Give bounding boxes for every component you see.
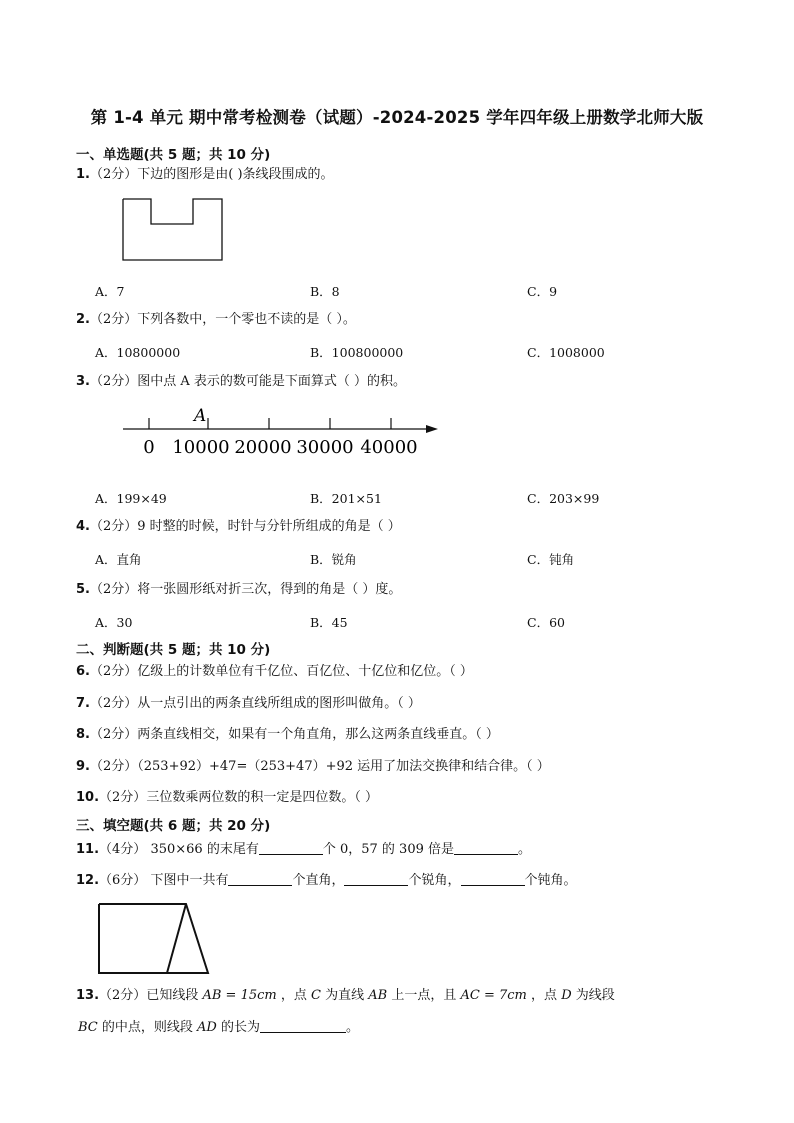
question-number: 2. — [76, 312, 90, 327]
q5-option-c[interactable]: C．60 — [527, 615, 565, 630]
answer-blank[interactable] — [344, 871, 408, 886]
question-text: 亿级上的计数单位有千亿位、百亿位、十亿位和亿位。（ ） — [137, 664, 473, 679]
question-number: 10. — [76, 790, 100, 805]
question-score: （4分） — [99, 842, 147, 857]
number-line-arrow — [426, 425, 438, 433]
math-expression: AB — [368, 988, 388, 1003]
question-7 — [76, 694, 421, 714]
question-3 — [76, 372, 406, 392]
question-10 — [76, 788, 378, 808]
answer-blank[interactable] — [259, 840, 323, 855]
question-4 — [76, 517, 401, 537]
question-5 — [76, 580, 401, 600]
tick-label-20000: 20000 — [234, 437, 292, 458]
question-score: （2分） — [89, 664, 138, 679]
q2-option-a[interactable]: A．10800000 — [95, 345, 181, 360]
question-score: （2分） — [99, 988, 147, 1003]
question-score: （2分） — [89, 312, 138, 327]
question-text: 。 — [346, 1020, 360, 1035]
question-9 — [76, 757, 550, 777]
question-text: 下图中一共有 — [150, 873, 229, 888]
question-number: 4. — [76, 519, 90, 534]
answer-blank[interactable] — [260, 1018, 346, 1033]
point-a-label: A — [194, 406, 207, 426]
question-number: 5. — [76, 582, 90, 597]
answer-blank[interactable] — [228, 871, 292, 886]
q3-option-b[interactable]: B．201×51 — [310, 491, 382, 506]
question-text: 已知线段 — [146, 988, 199, 1003]
question-score: （2分） — [89, 374, 138, 389]
question-number: 9. — [76, 759, 90, 774]
question-score: （6分） — [99, 873, 147, 888]
question-8 — [76, 725, 499, 745]
question-text: 个 0，57 的 309 倍是 — [322, 842, 454, 857]
question-score: （2分） — [89, 696, 138, 711]
tick-label-30000: 30000 — [296, 437, 354, 458]
question-text: 将一张圆形纸对折三次，得到的角是（ ）度。 — [137, 582, 402, 597]
q1-option-a[interactable]: A．7 — [95, 284, 125, 299]
question-text: 。 — [518, 842, 532, 857]
question-13-line-2 — [78, 1018, 359, 1038]
question-text: 350×66 的末尾有 — [150, 842, 259, 857]
question-number: 8. — [76, 727, 90, 742]
question-text: 下列各数中，一个零也不读的是（ ）。 — [137, 312, 356, 327]
question-text: 为直线 — [325, 988, 365, 1003]
number-line-figure — [118, 404, 444, 464]
question-number: 6. — [76, 664, 90, 679]
question-score: （2分） — [89, 582, 138, 597]
math-expression: C — [311, 988, 321, 1003]
question-number: 1. — [76, 167, 90, 182]
math-expression: AD — [197, 1020, 217, 1035]
question-number: 12. — [76, 873, 100, 888]
segment-shape-figure — [120, 196, 226, 264]
question-text: （253+92）+47=（253+47）+92 运用了加法交换律和结合律。（ ） — [137, 759, 550, 774]
question-text: 为线段 — [575, 988, 615, 1003]
question-text: 个钝角。 — [524, 873, 577, 888]
answer-blank[interactable] — [454, 840, 518, 855]
question-text: 图中点 A 表示的数可能是下面算式（ ）的积。 — [137, 374, 407, 389]
q1-option-b[interactable]: B．8 — [310, 284, 340, 299]
section-heading-true-false: 二、判断题(共 5 题；共 10 分) — [76, 642, 271, 658]
math-expression: D — [561, 988, 572, 1003]
angle-count-figure — [96, 901, 212, 977]
question-text: 下边的图形是由( )条线段围成的。 — [137, 167, 334, 182]
section-heading-single-choice: 一、单选题(共 5 题；共 10 分) — [76, 147, 271, 163]
question-score: （2分） — [89, 519, 138, 534]
question-text: 的长为 — [221, 1020, 261, 1035]
tick-label-40000: 40000 — [360, 437, 418, 458]
q3-option-a[interactable]: A．199×49 — [95, 491, 167, 506]
question-score: （2分） — [89, 167, 138, 182]
q1-option-c[interactable]: C．9 — [527, 284, 558, 299]
question-11 — [76, 840, 531, 860]
page-title: 第 1-4 单元 期中常考检测卷（试题）-2024-2025 学年四年级上册数学北师大版 — [90, 108, 704, 127]
question-text: 的中点，则线段 — [101, 1020, 193, 1035]
section-heading-fill-in: 三、填空题(共 6 题；共 20 分) — [76, 818, 271, 834]
q4-option-b[interactable]: B．锐角 — [310, 552, 357, 567]
math-expression: AC = 7cm — [460, 988, 527, 1003]
question-1 — [76, 165, 334, 185]
question-text: ，点 — [280, 988, 307, 1003]
question-number: 7. — [76, 696, 90, 711]
question-12 — [76, 871, 577, 891]
q3-option-c[interactable]: C．203×99 — [527, 491, 600, 506]
question-number: 13. — [76, 988, 100, 1003]
question-number: 11. — [76, 842, 100, 857]
question-number: 3. — [76, 374, 90, 389]
question-6 — [76, 662, 473, 682]
question-text: 个直角， — [292, 873, 345, 888]
question-score: （2分） — [89, 759, 138, 774]
question-text: 三位数乘两位数的积一定是四位数。（ ） — [146, 790, 378, 805]
q5-option-b[interactable]: B．45 — [310, 615, 348, 630]
q5-option-a[interactable]: A．30 — [95, 615, 133, 630]
question-text: ，点 — [531, 988, 558, 1003]
q4-option-a[interactable]: A．直角 — [95, 552, 142, 567]
question-score: （2分） — [89, 727, 138, 742]
question-text: 个锐角， — [408, 873, 461, 888]
question-text: 两条直线相交，如果有一个角直角，那么这两条直线垂直。（ ） — [137, 727, 499, 742]
question-13 — [76, 986, 615, 1006]
question-text: 9 时整的时候，时针与分针所组成的角是（ ） — [137, 519, 401, 534]
tick-label-0: 0 — [143, 437, 155, 458]
answer-blank[interactable] — [461, 871, 525, 886]
question-2 — [76, 310, 356, 330]
math-expression: BC — [78, 1020, 98, 1035]
q2-option-c[interactable]: C．1008000 — [527, 345, 605, 360]
q2-option-b[interactable]: B．100800000 — [310, 345, 404, 360]
question-text: 上一点，且 — [391, 988, 457, 1003]
tick-label-10000: 10000 — [172, 437, 230, 458]
question-text: 从一点引出的两条直线所组成的图形叫做角。（ ） — [137, 696, 421, 711]
q4-option-c[interactable]: C．钝角 — [527, 552, 575, 567]
question-score: （2分） — [99, 790, 147, 805]
math-expression: AB = 15cm — [202, 988, 277, 1003]
